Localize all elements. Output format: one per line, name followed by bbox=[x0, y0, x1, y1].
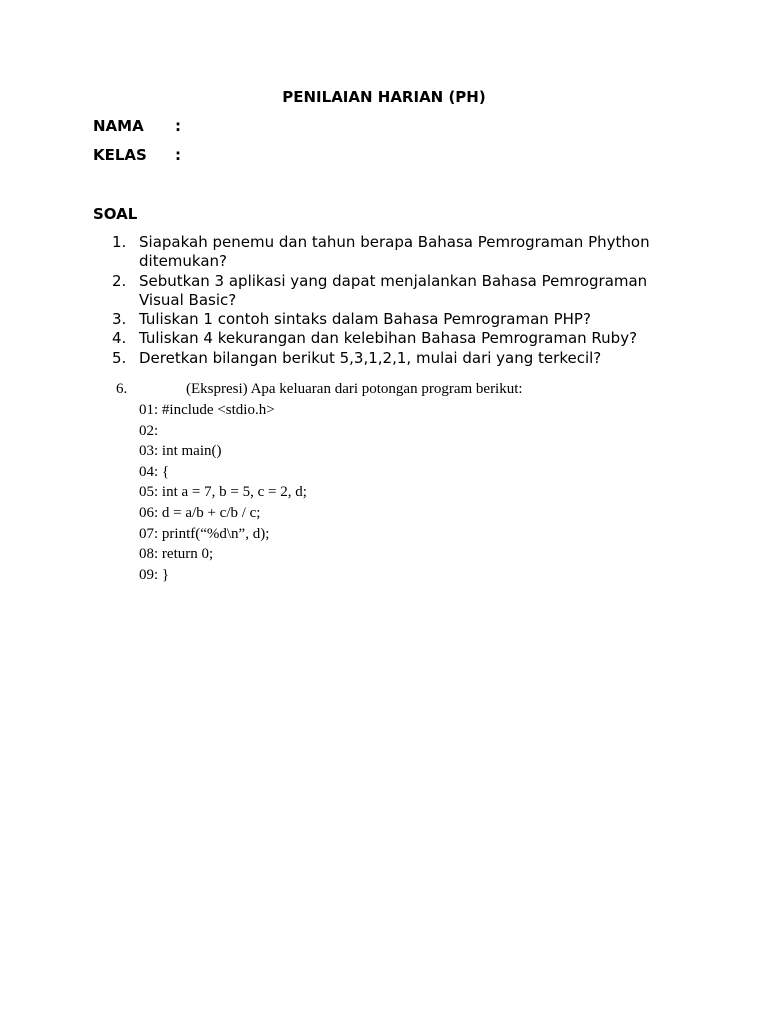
question-number: 4. bbox=[112, 329, 127, 348]
field-nama-separator: : bbox=[175, 117, 181, 135]
question-6 bbox=[116, 380, 523, 398]
code-line: 06: d = a/b + c/b / c; bbox=[139, 504, 261, 521]
question-list bbox=[112, 233, 682, 368]
field-nama-label: NAMA bbox=[93, 117, 144, 135]
question-6-text: (Ekspresi) Apa keluaran dari potongan program berikut: bbox=[186, 381, 523, 397]
code-line: 08: return 0; bbox=[139, 546, 214, 563]
field-kelas bbox=[93, 146, 181, 164]
question-text: Siapakah penemu dan tahun berapa Bahasa Pemrograman Phython ditemukan? bbox=[139, 233, 650, 271]
section-heading: SOAL bbox=[93, 205, 138, 223]
question-number: 2. bbox=[112, 271, 127, 290]
code-line: 04: { bbox=[139, 463, 170, 480]
question-text: Sebutkan 3 aplikasi yang dapat menjalankan Bahasa Pemrograman Visual Basic? bbox=[139, 271, 648, 309]
field-kelas-label: KELAS bbox=[93, 146, 147, 164]
question-text: Tuliskan 1 contoh sintaks dalam Bahasa Pemrograman PHP? bbox=[139, 310, 591, 329]
question-text: Deretkan bilangan berikut 5,3,1,2,1, mulai dari yang terkecil? bbox=[139, 348, 602, 367]
question-number: 1. bbox=[112, 233, 127, 251]
question-6-number: 6. bbox=[116, 381, 128, 397]
question-number: 3. bbox=[112, 310, 127, 329]
page-title: PENILAIAN HARIAN (PH) bbox=[282, 88, 486, 106]
code-line: 07: printf(“%d\n”, d); bbox=[139, 525, 270, 542]
field-kelas-separator: : bbox=[175, 146, 181, 164]
question-item bbox=[112, 272, 682, 311]
code-listing bbox=[139, 400, 307, 585]
question-number: 5. bbox=[112, 348, 127, 367]
question-item bbox=[112, 310, 682, 329]
code-line: 09: } bbox=[139, 566, 170, 583]
code-line: 05: int a = 7, b = 5, c = 2, d; bbox=[139, 484, 307, 501]
question-item bbox=[112, 349, 682, 368]
question-item bbox=[112, 329, 682, 348]
code-line: 02: bbox=[139, 422, 159, 439]
field-nama bbox=[93, 117, 181, 135]
question-item bbox=[112, 233, 682, 272]
code-line: 03: int main() bbox=[139, 443, 222, 460]
code-line: 01: #include <stdio.h> bbox=[139, 402, 275, 418]
question-text: Tuliskan 4 kekurangan dan kelebihan Bahasa Pemrograman Ruby? bbox=[139, 329, 638, 348]
